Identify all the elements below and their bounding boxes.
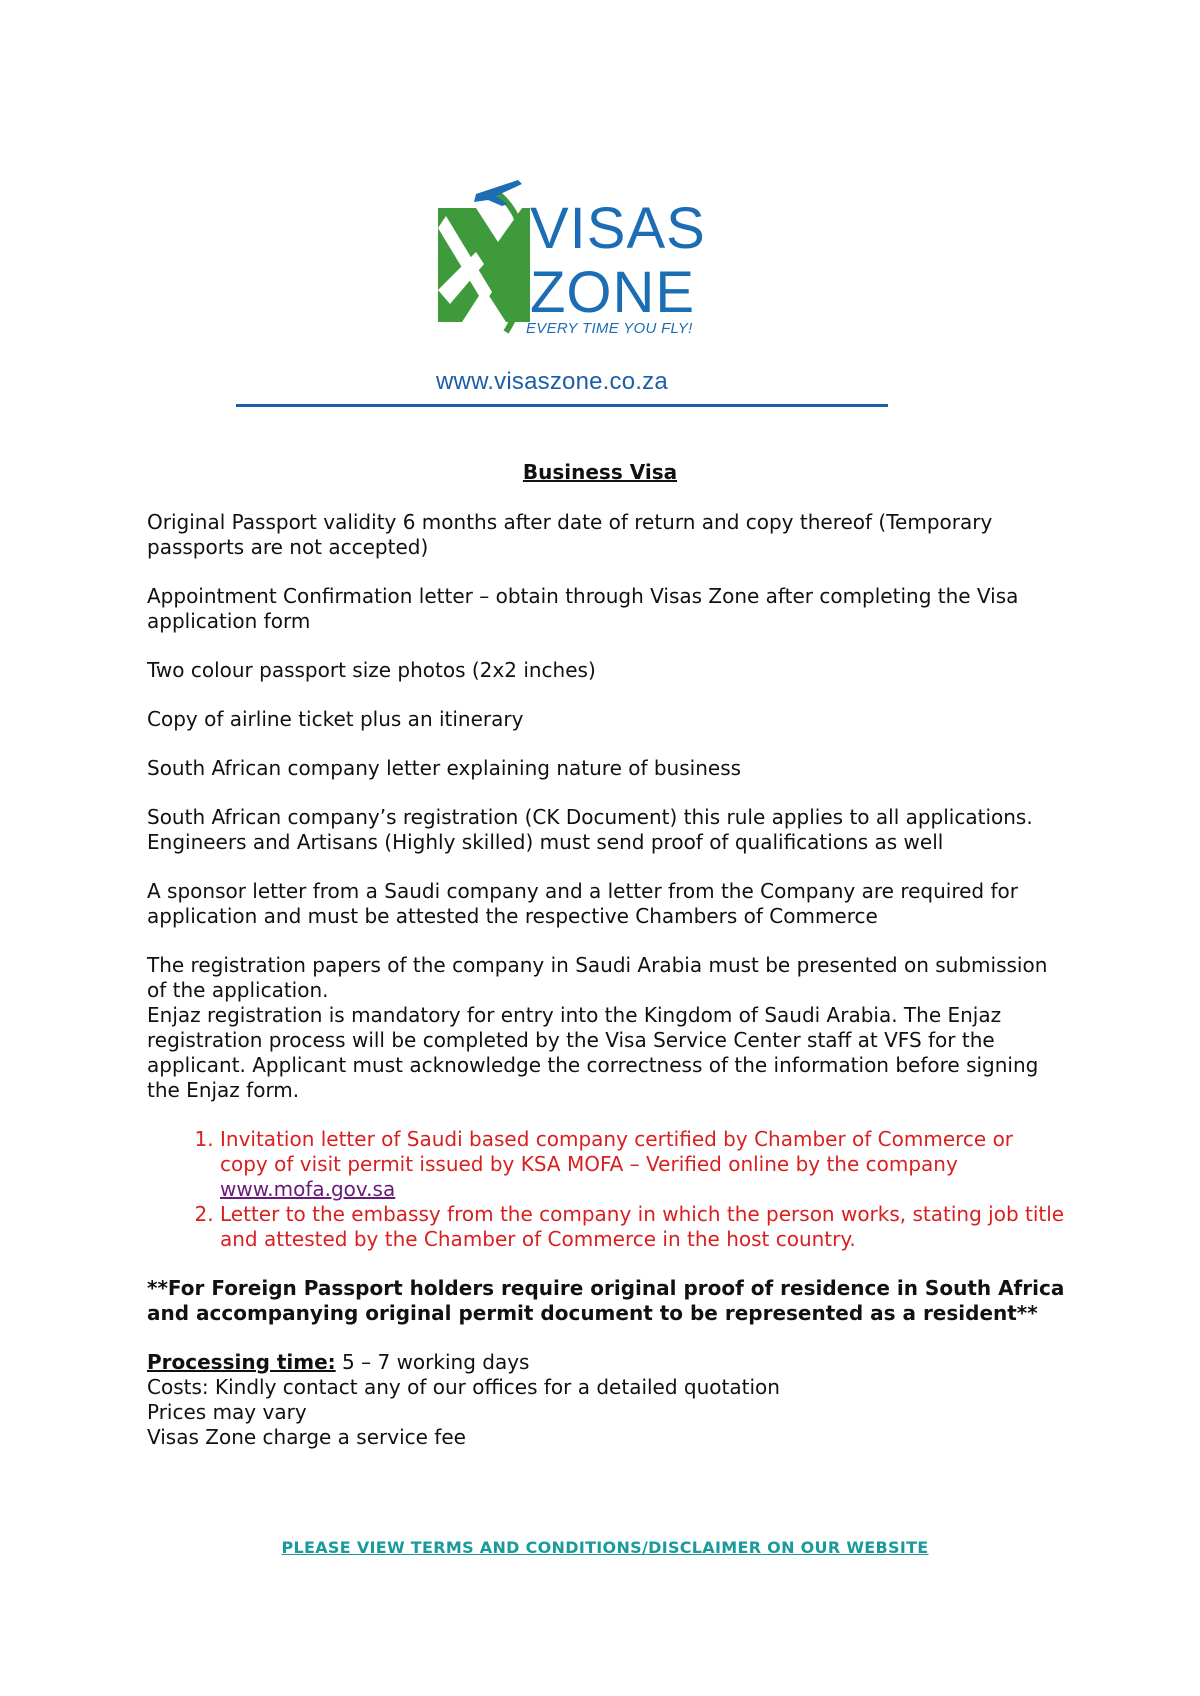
requirements-body [147, 510, 1067, 1450]
terms-disclaimer-link[interactable]: PLEASE VIEW TERMS AND CONDITIONS/DISCLAIMER ON OUR WEBSITE [281, 1538, 929, 1557]
page-title: Business Visa [522, 460, 678, 484]
invitation-letter-text: Invitation letter of Saudi based company certified by Chamber of Commerce or copy of visit permit issued by KSA MOFA – Verified online by the company [220, 1127, 1014, 1176]
list-item: 2. Letter to the embassy from the company in which the person works, stating job title and attested by the Chamber of Commerce in the host country. [220, 1202, 1067, 1252]
header-divider [236, 404, 888, 407]
requirement-item: Appointment Confirmation letter – obtain through Visas Zone after completing the Visa application form [147, 584, 1019, 633]
enjaz-text: Enjaz registration is mandatory for entry into the Kingdom of Saudi Arabia. The Enjaz registration process will be completed by the Visa Service Center staff at VFS for the applicant. Applicant must acknowledge the correctness of the information before signing the Enjaz form. [147, 1003, 1039, 1102]
logo-brand-line1: VISAS [530, 196, 706, 261]
requirement-item: Copy of airline ticket plus an itinerary [147, 707, 524, 731]
requirement-item: Original Passport validity 6 months after date of return and copy thereof (Temporary passports are not accepted) [147, 510, 993, 559]
prices-line: Prices may vary [147, 1400, 307, 1424]
logo-tagline: EVERY TIME YOU FLY! [526, 320, 693, 337]
registration-papers-text: The registration papers of the company in Saudi Arabia must be presented on submission of the application. [147, 953, 1048, 1002]
foreign-passport-note: **For Foreign Passport holders require original proof of residence in South Africa and accompanying original permit document to be represented as a resident** [147, 1276, 1065, 1325]
processing-time-label: Processing time: [147, 1350, 336, 1374]
requirement-item: Two colour passport size photos (2x2 inches) [147, 658, 596, 682]
requirement-item: South African company’s registration (CK Document) this rule applies to all applications. Engineers and Artisans (Highly skilled) must send proof of qualifications as well [147, 805, 1033, 854]
costs-line: Costs: Kindly contact any of our offices for a detailed quotation [147, 1375, 780, 1399]
logo-brand-line2: ZONE [530, 260, 696, 325]
mofa-link[interactable]: www.mofa.gov.sa [220, 1177, 396, 1201]
service-fee-line: Visas Zone charge a service fee [147, 1425, 466, 1449]
list-item [220, 1127, 1067, 1202]
processing-time-line [147, 1350, 1067, 1375]
saudi-requirements-list [147, 1127, 1067, 1252]
requirement-item: A sponsor letter from a Saudi company and a letter from the Company are required for application and must be attested the respective Chambers of Commerce [147, 879, 1018, 928]
processing-time-value: 5 – 7 working days [335, 1350, 530, 1374]
visas-zone-logo [436, 172, 706, 342]
requirement-item: South African company letter explaining nature of business [147, 756, 742, 780]
website-url[interactable]: www.visaszone.co.za [436, 368, 668, 395]
processing-block [147, 1350, 1067, 1450]
